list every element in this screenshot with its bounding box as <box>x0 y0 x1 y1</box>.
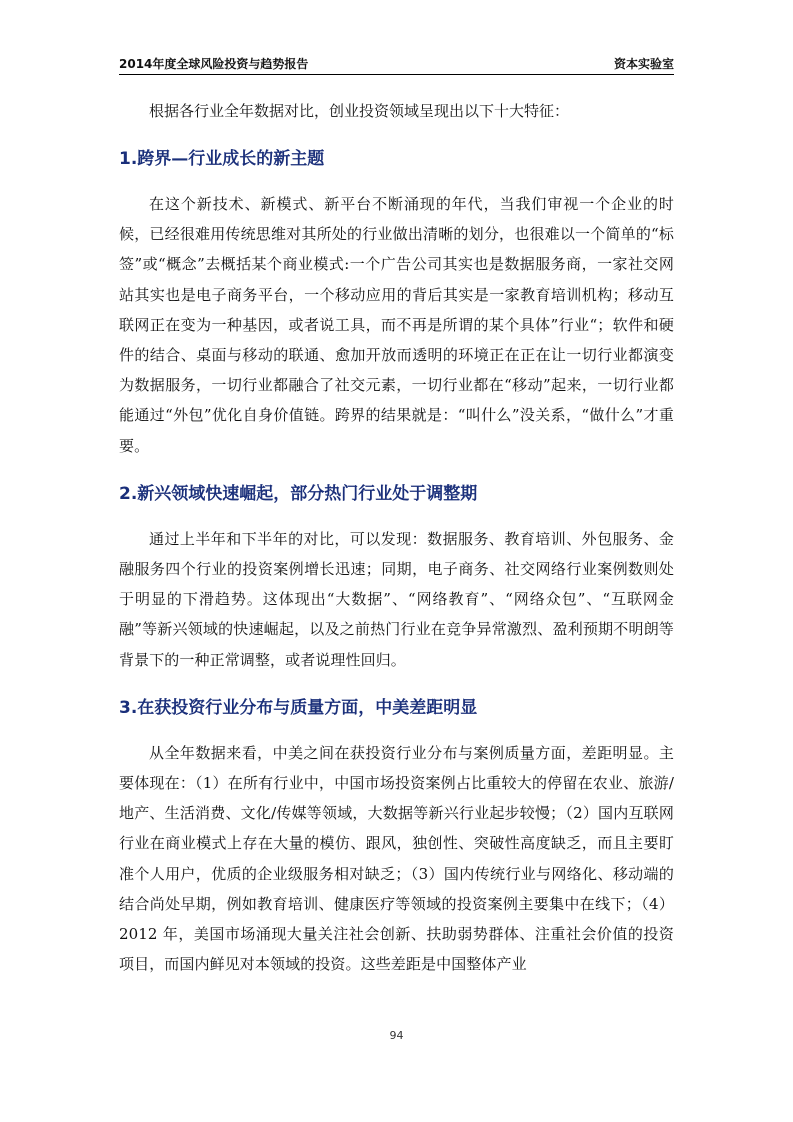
section-heading-3: 3.在获投资行业分布与质量方面，中美差距明显 <box>119 697 478 718</box>
page-body <box>119 96 674 979</box>
page-number: 94 <box>389 1029 404 1042</box>
section-heading-1: 1.跨界—行业成长的新主题 <box>119 149 325 169</box>
intro-paragraph: 根据各行业全年数据对比，创业投资领域呈现出以下十大特征： <box>149 102 570 120</box>
report-title: 2014年度全球风险投资与趋势报告 <box>119 57 309 71</box>
section-paragraph-2: 通过上半年和下半年的对比，可以发现：数据服务、教育培训、外包服务、金融服务四个行业的投资案例增长迅速；同期，电子商务、社交网络行业案例数则处于明显的下滑趋势。这体现出“大数据”、“网络教育”、“网络众包”、“互联网金融”等新兴领域的快速崛起，以及之前热门行业在竞争异常激烈、盈利预期不明朗等背景下的一种正常调整，或者说理性回归。 <box>119 529 674 669</box>
organization-name: 资本实验室 <box>613 57 674 71</box>
section-paragraph-3: 从全年数据来看，中美之间在获投资行业分布与案例质量方面，差距明显。主要体现在：（1）在所有行业中，中国市场投资案例占比重较大的停留在农业、旅游/地产、生活消费、文化/传媒等领域，大数据等新兴行业起步较慢；（2）国内互联网行业在商业模式上存在大量的模仿、跟风，独创性、突破性高度缺乏，而且主要盯准个人用户，优质的企业级服务相对缺乏；（3）国内传统行业与网络化、移动端的结合尚处早期，例如教育培训、健康医疗等领域的投资案例主要集中在线下；（4）2012 年，美国市场涌现大量关注社会创新、扶助弱势群体、注重社会价值的投资项目，而国内鲜见对本领域的投资。这些差距是中国整体产业 <box>119 743 674 974</box>
running-header <box>119 52 674 75</box>
section-heading-2: 2.新兴领域快速崛起，部分热门行业处于调整期 <box>119 483 478 504</box>
section-paragraph-1: 在这个新技术、新模式、新平台不断涌现的年代，当我们审视一个企业的时候，已经很难用传统思维对其所处的行业做出清晰的划分，也很难以一个简单的“标签”或“概念”去概括某个商业模式:一个广告公司其实也是数据服务商，一家社交网站其实也是电子商务平台，一个移动应用的背后其实是一家教育培训机构；移动互联网正在变为一种基因，或者说工具，而不再是所谓的某个具体”行业“；软件和硬件的结合、桌面与移动的联通、愈加开放而透明的环境正在正在让一切行业都演变为数据服务，一切行业都融合了社交元素，一切行业都在“移动”起来，一切行业都能通过“外包”优化自身价值链。跨界的结果就是：“叫什么”没关系，“做什么”才重要。 <box>119 195 674 455</box>
